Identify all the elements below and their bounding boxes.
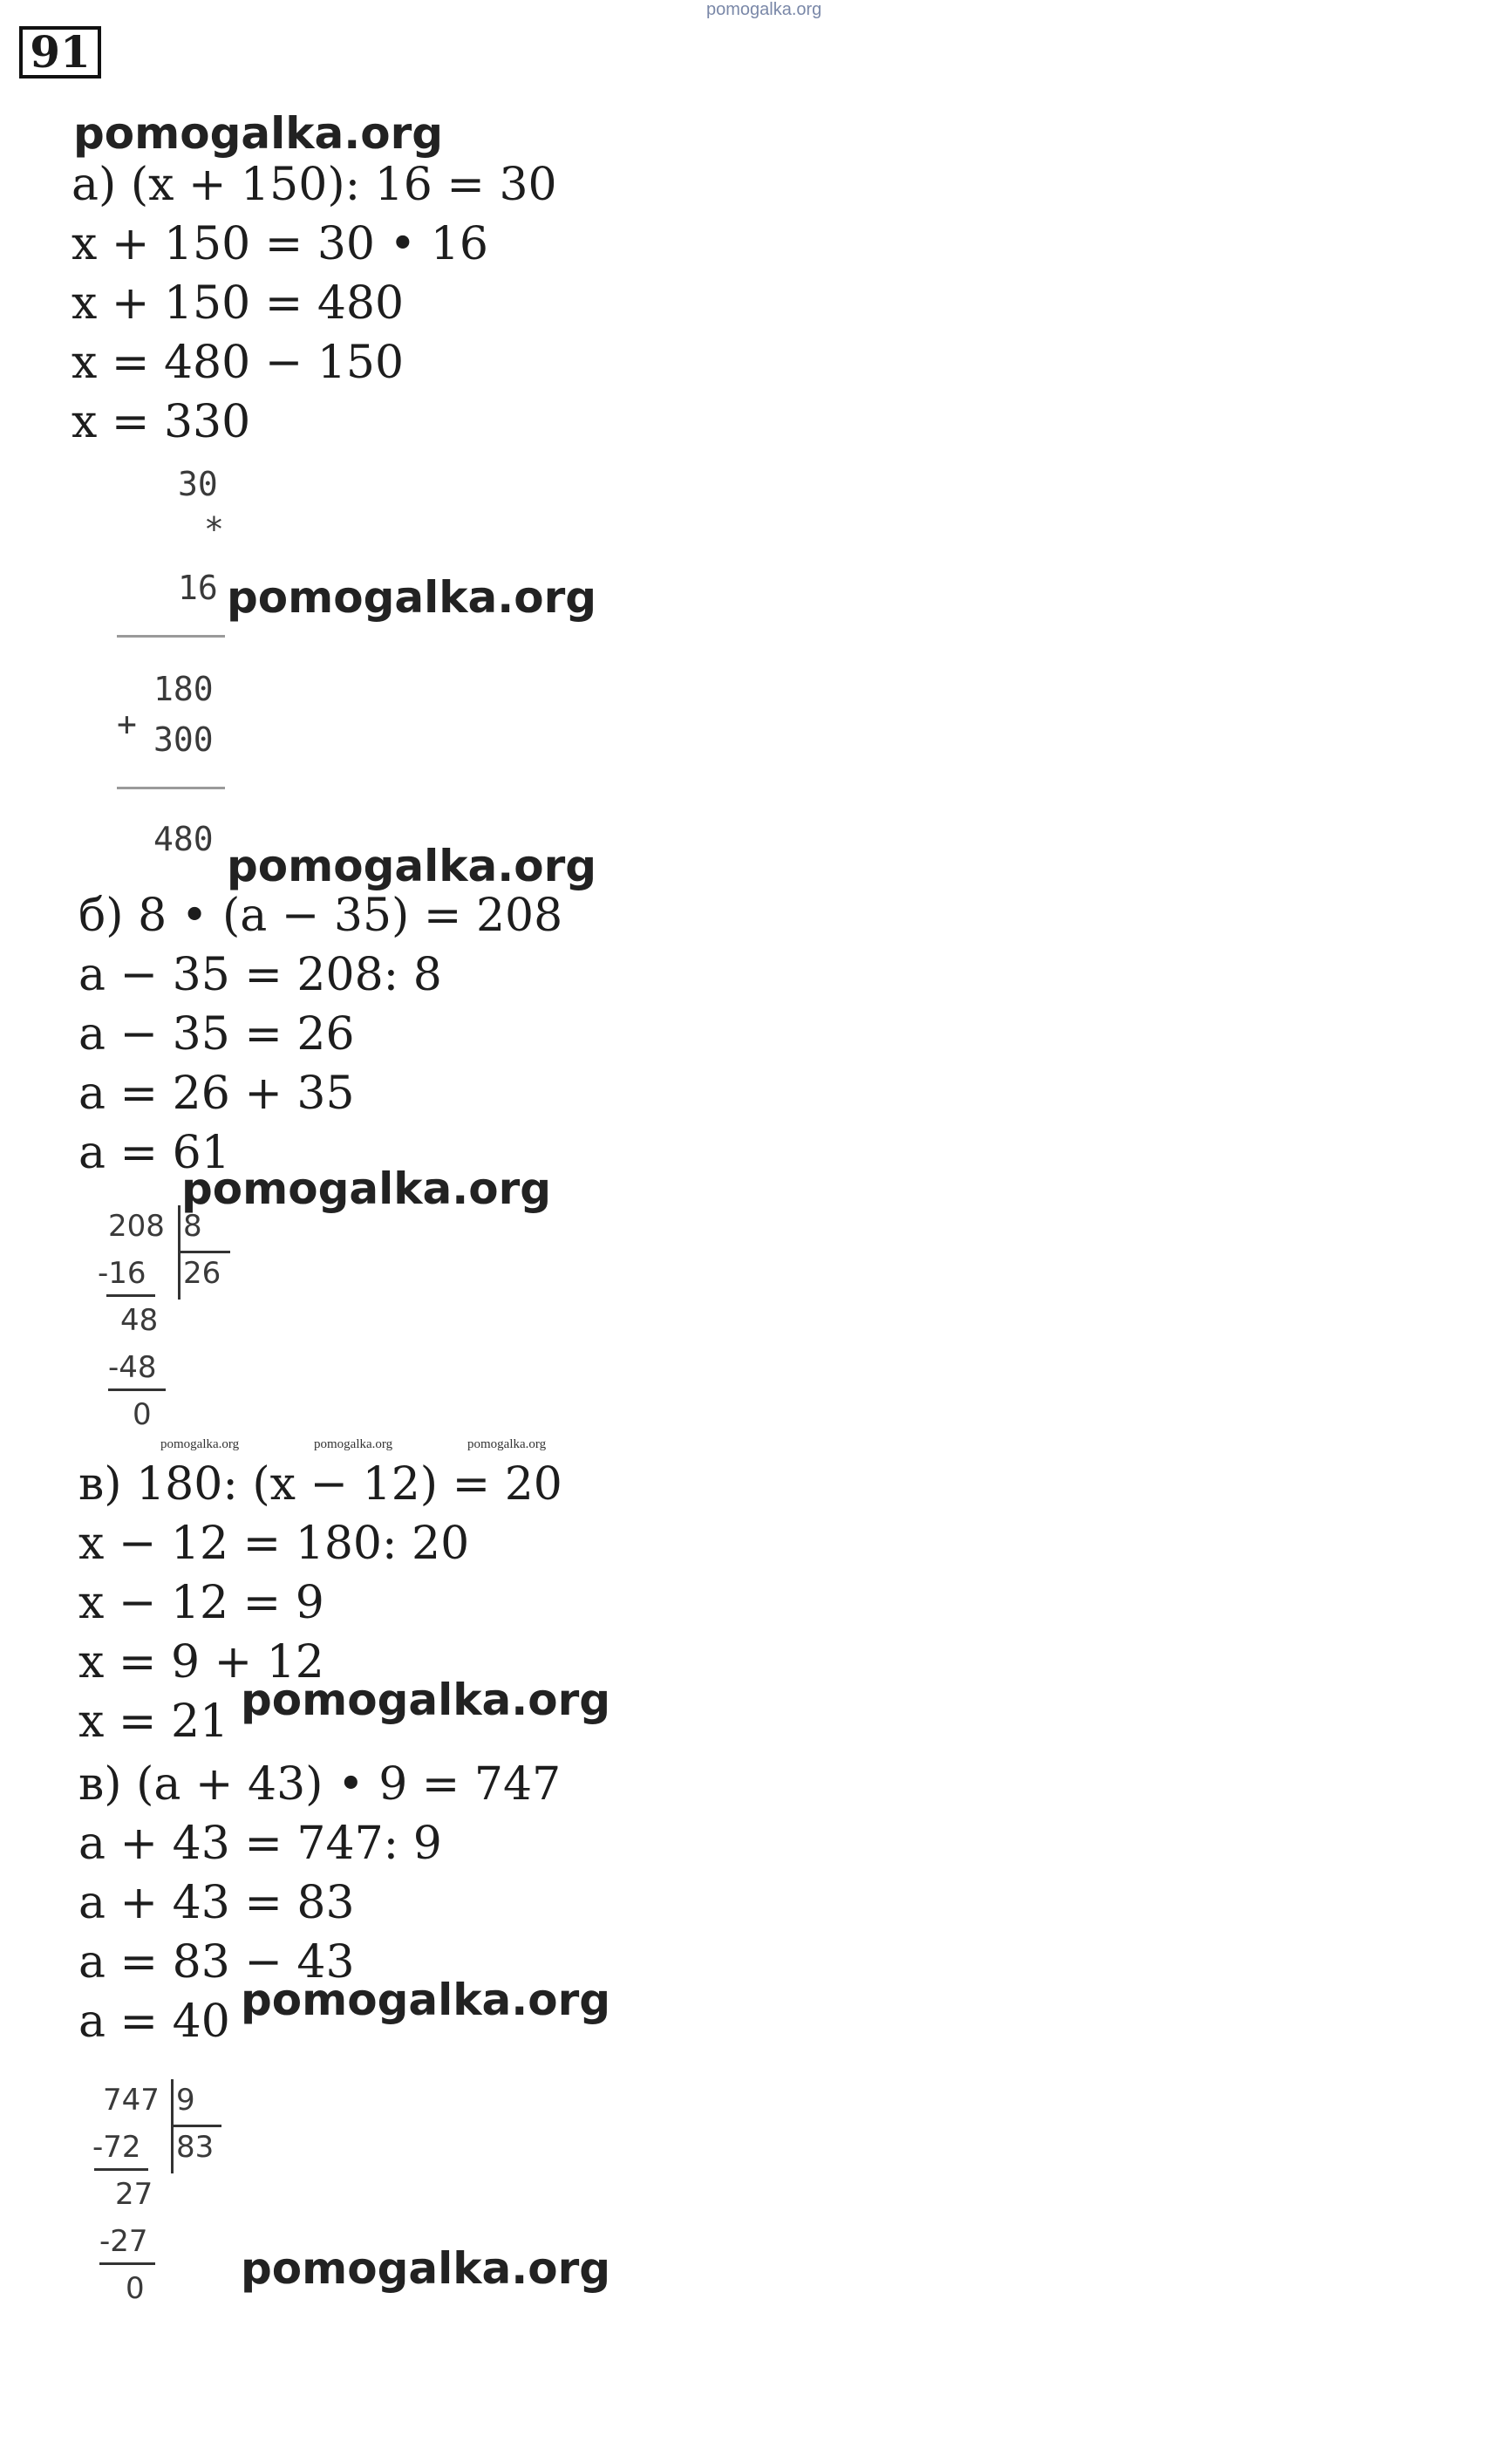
calc-rule	[117, 635, 225, 638]
equation-line: x = 9 + 12	[78, 1636, 324, 1689]
equation-line: x = 330	[72, 396, 251, 448]
equation-line: б) 8 • (a − 35) = 208	[78, 890, 563, 942]
equation-line: x + 150 = 30 • 16	[72, 218, 488, 270]
small-watermark: pomogalka.org	[160, 1437, 240, 1451]
div-subtract-1: -72	[92, 2130, 141, 2165]
equation-line: a = 83 − 43	[78, 1936, 355, 1989]
equation-line: a + 43 = 747: 9	[78, 1818, 442, 1870]
equation-line: a − 35 = 26	[78, 1008, 355, 1061]
calc-rule	[117, 787, 225, 789]
div-subtract-2: -27	[99, 2224, 148, 2259]
div-remainder-2: 0	[126, 2271, 145, 2306]
equation-line: в) 180: (x − 12) = 20	[78, 1458, 562, 1511]
equation-line: a − 35 = 208: 8	[78, 949, 442, 1001]
calc-operator: *	[204, 510, 224, 549]
small-watermark: pomogalka.org	[314, 1437, 393, 1451]
watermark: pomogalka.org	[227, 572, 597, 623]
div-divisor: 8	[183, 1209, 202, 1244]
watermark: pomogalka.org	[73, 108, 444, 159]
equation-line: a = 40	[78, 1996, 230, 2048]
watermark: pomogalka.org	[241, 2243, 611, 2294]
calc-plus: +	[117, 705, 137, 743]
div-divisor: 9	[176, 2083, 195, 2118]
div-quotient: 26	[183, 1256, 221, 1291]
calc-partial-2: 300	[153, 720, 214, 759]
div-rule	[180, 1251, 230, 1253]
watermark: pomogalka.org	[241, 1675, 611, 1725]
div-dividend: 208	[108, 1209, 165, 1244]
equation-line: а) (x + 150): 16 = 30	[72, 159, 557, 211]
site-watermark-top: pomogalka.org	[706, 0, 822, 19]
div-remainder-2: 0	[133, 1397, 152, 1432]
equation-line: a = 26 + 35	[78, 1068, 355, 1120]
div-rule	[99, 2262, 155, 2265]
div-subtract-2: -48	[108, 1350, 157, 1385]
div-remainder-1: 27	[115, 2177, 153, 2212]
div-subtract-1: -16	[98, 1256, 146, 1291]
calc-partial-1: 180	[153, 670, 214, 708]
watermark: pomogalka.org	[181, 1163, 552, 1214]
watermark: pomogalka.org	[227, 841, 597, 891]
exercise-number: 91	[19, 26, 101, 78]
part-a-equations	[72, 155, 557, 452]
equation-line: a = 61	[78, 1127, 230, 1179]
equation-line: x − 12 = 180: 20	[78, 1518, 470, 1570]
equation-line: x + 150 = 480	[72, 277, 405, 330]
div-rule	[106, 1294, 155, 1297]
div-rule	[173, 2125, 221, 2127]
equation-line: x = 21	[78, 1695, 229, 1748]
calc-result: 480	[153, 820, 214, 858]
div-dividend: 747	[103, 2083, 160, 2118]
small-watermark: pomogalka.org	[467, 1437, 547, 1451]
div-rule	[108, 1388, 166, 1391]
watermark: pomogalka.org	[241, 1975, 611, 2025]
div-remainder-1: 48	[120, 1303, 159, 1338]
part-b-equations	[78, 886, 562, 1183]
calc-bottom: 16	[178, 569, 218, 607]
equation-line: x − 12 = 9	[78, 1577, 324, 1629]
div-rule	[94, 2168, 148, 2171]
equation-line: a + 43 = 83	[78, 1877, 355, 1929]
equation-line: в) (a + 43) • 9 = 747	[78, 1758, 562, 1811]
div-quotient: 83	[176, 2130, 215, 2165]
calc-top: 30	[178, 465, 218, 503]
equation-line: x = 480 − 150	[72, 337, 405, 389]
